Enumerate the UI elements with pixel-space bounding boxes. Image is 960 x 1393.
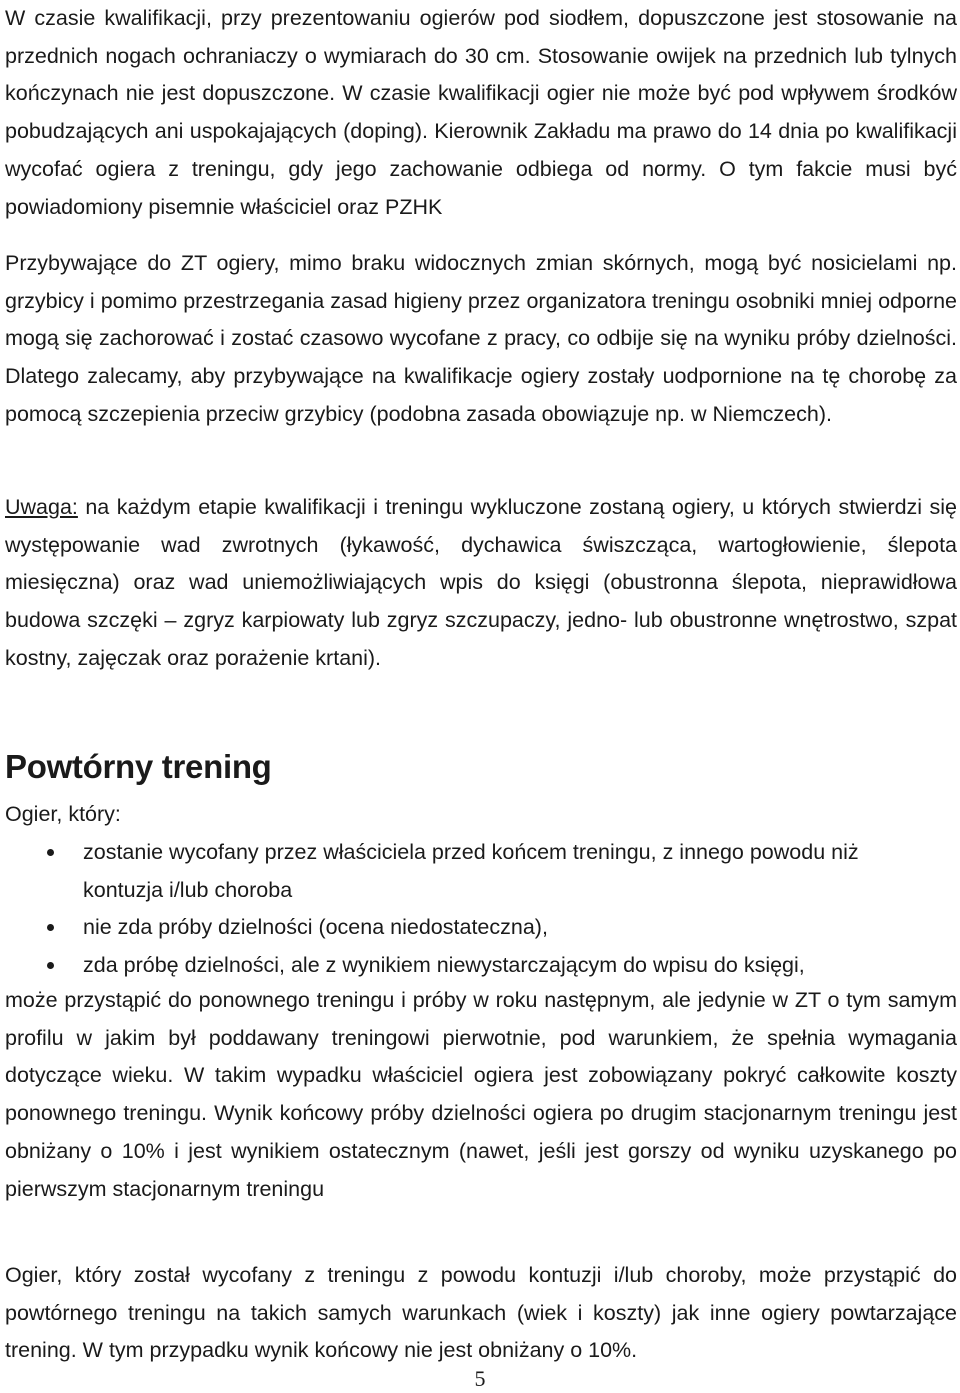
- list-item: [5, 947, 923, 985]
- conditions-list: [5, 834, 957, 985]
- paragraph-warning: [5, 489, 957, 678]
- warning-text: na każdym etapie kwalifikacji i treningu wykluczone zostaną ogiery, u których stwierdzi się występowanie wad zwrotnych (łykawość, dychawica świszcząca, wartogłowienie, ślepota miesięczna) oraz wad uniemożliwiających wpis do księgi (obustronna ślepota, nieprawidłowa budowa szczęki – zgryz karpiowaty lub zgryz szczupaczy, jedno- lub obustronne wnętrostwo, szpat kostny, zajęczak oraz porażenie krtani).: [5, 495, 957, 670]
- paragraph-injury-retraining: Ogier, który został wycofany z treningu z powodu kontuzji i/lub choroby, może przystąpić do powtórnego treningu na takich samych warunkach (wiek i koszty) jak inne ogiery powtarzające trening. W tym przypadku wynik końcowy nie jest obniżany o 10%.: [5, 1263, 957, 1363]
- bullet-icon: [47, 962, 54, 969]
- page-number: 5: [474, 1366, 486, 1391]
- list-item: [5, 909, 923, 947]
- paragraph-fungal-infection: Przybywające do ZT ogiery, mimo braku widocznych zmian skórnych, mogą być nosicielami np. grzybicy i pomimo przestrzegania zasad higieny przez organizatora treningu osobniki mniej odporne mogą się zachorować i zostać czasowo wycofane z pracy, co odbije się na wyniku próby dzielności. Dlatego zalecamy, aby przybywające na kwalifikacje ogiery zostały uodpornione na tę chorobę za pomocą szczepienia przeciw grzybicy (podobna zasada obowiązuje np. w Niemczech).: [5, 251, 957, 426]
- list-intro: Ogier, który:: [5, 802, 121, 826]
- section-heading: Powtórny trening: [5, 748, 272, 785]
- bullet-icon: [47, 924, 54, 931]
- list-item: [5, 834, 923, 909]
- list-item-text: zda próbę dzielności, ale z wynikiem niewystarczającym do wpisu do księgi,: [83, 953, 805, 978]
- list-item-text: nie zda próby dzielności (ocena niedostateczna),: [83, 915, 548, 940]
- list-item-text: zostanie wycofany przez właściciela przed końcem treningu, z innego powodu niż kontuzja i/lub choroba: [83, 840, 859, 902]
- warning-label: Uwaga:: [5, 495, 78, 519]
- bullet-icon: [47, 849, 54, 856]
- paragraph-retraining-conditions: może przystąpić do ponownego treningu i próby w roku następnym, ale jedynie w ZT o tym samym profilu w jakim był poddawany treningowi pierwotnie, pod warunkiem, że spełnia wymagania dotyczące wieku. W takim wypadku właściciel ogiera jest zobowiązany pokryć całkowite koszty ponownego treningu. Wynik końcowy próby dzielności ogiera po drugim stacjonarnym treningu jest obniżany o 10% i jest wynikiem ostatecznym (nawet, jeśli jest gorszy od wyniku uzyskanego po pierwszym stacjonarnym treningu: [5, 988, 957, 1201]
- paragraph-qualification-rules: W czasie kwalifikacji, przy prezentowaniu ogierów pod siodłem, dopuszczone jest stosowanie na przednich nogach ochraniaczy o wymiarach do 30 cm. Stosowanie owijek na przednich lub tylnych kończynach nie jest dopuszczone. W czasie kwalifikacji ogier nie może być pod wpływem środków pobudzających ani uspokajających (doping). Kierownik Zakładu ma prawo do 14 dnia po kwalifikacji wycofać ogiera z treningu, gdy jego zachowanie odbiega od normy. O tym fakcie musi być powiadomiony pisemnie właściciel oraz PZHK: [5, 6, 957, 219]
